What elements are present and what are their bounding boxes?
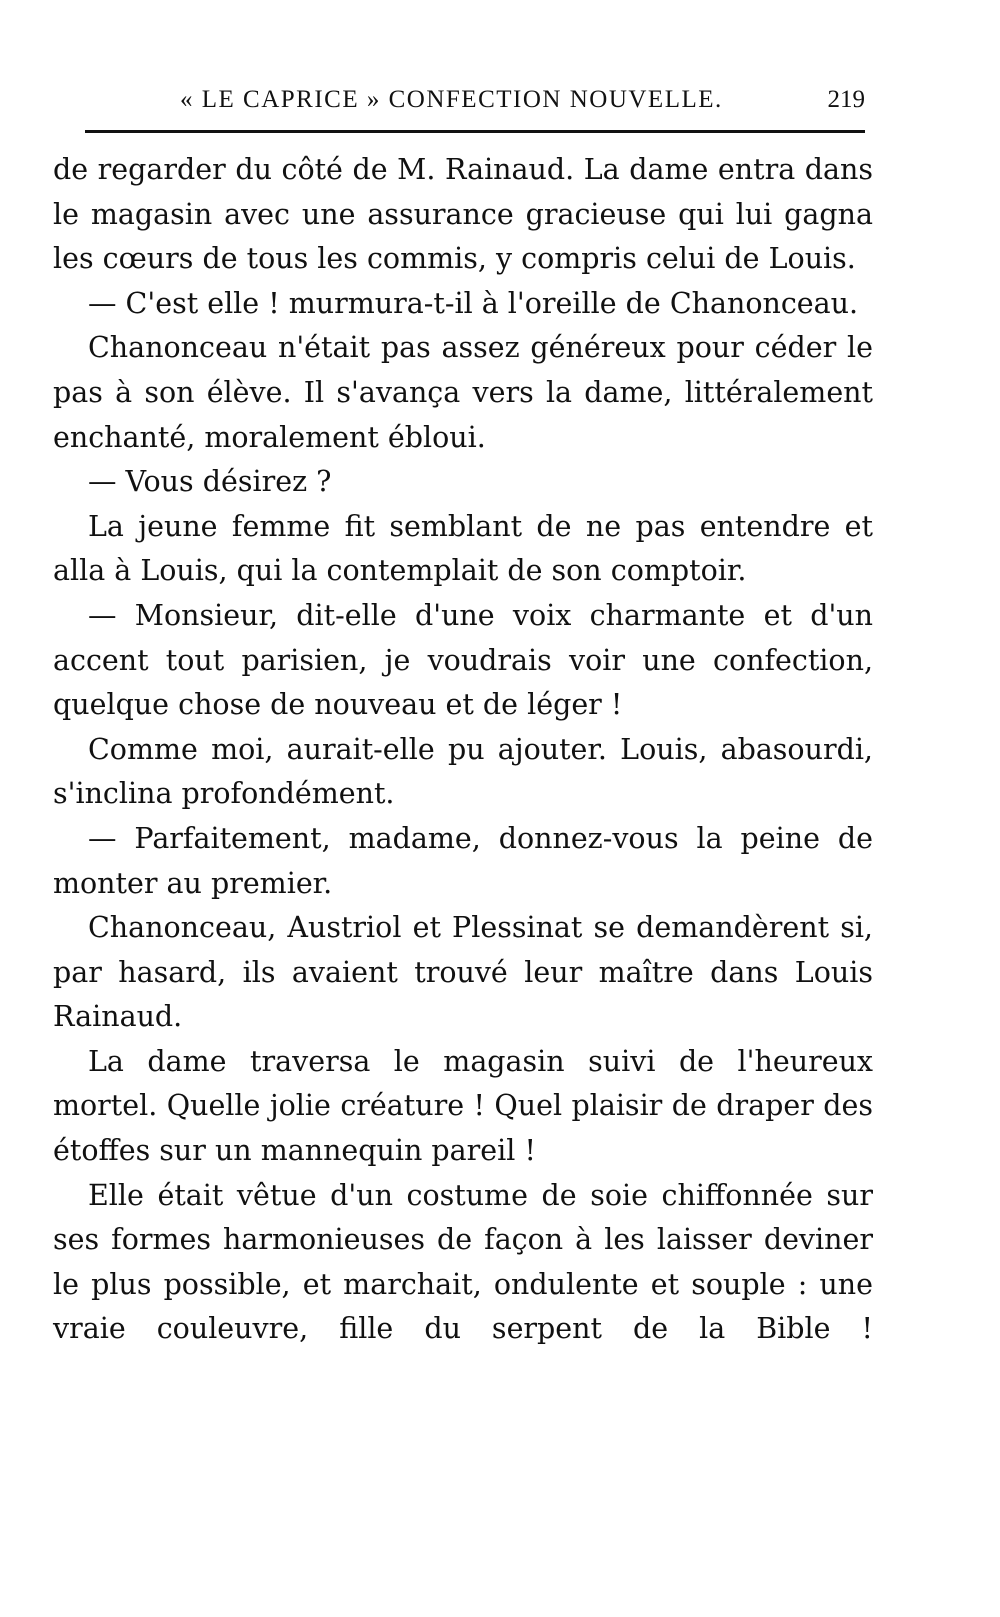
paragraph: — Parfaitement, madame, donnez-vous la peine de monter au premier.: [53, 821, 873, 900]
paragraph: Chanonceau n'était pas assez généreux pour céder le pas à son élève. Il s'avança vers la dame, littéralement enchanté, moralement ébloui.: [53, 331, 873, 454]
page-number: 219: [827, 86, 865, 113]
paragraph: de regarder du côté de M. Rainaud. La dame entra dans le magasin avec une assurance gracieuse qui lui gagna les cœurs de tous les commis, y compris celui de Louis.: [53, 153, 873, 276]
paragraph: — Vous désirez ?: [88, 465, 332, 499]
paragraph: Comme moi, aurait-elle pu ajouter. Louis, abasourdi, s'inclina profondément.: [53, 732, 873, 811]
paragraph: La dame traversa le magasin suivi de l'heureux mortel. Quelle jolie créature ! Quel plaisir de draper des étoffes sur un mannequin pareil !: [53, 1044, 873, 1168]
paragraph: Elle était vêtue d'un costume de soie chiffonnée sur ses formes harmonieuses de façon à les laisser deviner le plus possible, et marchait, ondulente et souple : une vraie couleuvre, fille du serpent de la Bible !: [53, 1178, 873, 1346]
paragraph: La jeune femme fit semblant de ne pas entendre et alla à Louis, qui la contemplait de son comptoir.: [53, 509, 873, 588]
paragraph: — Monsieur, dit-elle d'une voix charmante et d'un accent tout parisien, je voudrais voir une confection, quelque chose de nouveau et de léger !: [53, 598, 873, 722]
header-rule: [85, 130, 865, 133]
running-title: « LE CAPRICE » CONFECTION NOUVELLE.: [180, 86, 723, 113]
page-header: [85, 80, 865, 124]
paragraph: — C'est elle ! murmura-t-il à l'oreille de Chanonceau.: [88, 286, 859, 320]
paragraph: Chanonceau, Austriol et Plessinat se demandèrent si, par hasard, ils avaient trouvé leur maître dans Louis Rainaud.: [53, 911, 873, 1034]
body-text: [53, 148, 873, 1352]
